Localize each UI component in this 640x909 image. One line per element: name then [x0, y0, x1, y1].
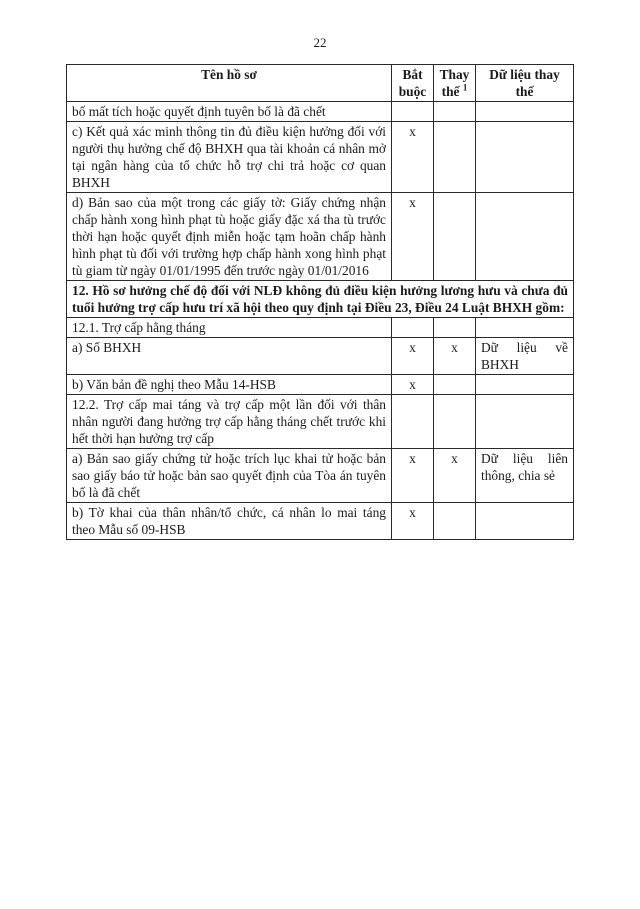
- cell-replacement-data: Dữ liệu liên thông, chia sẻ: [476, 449, 574, 503]
- cell-replace: [434, 395, 476, 449]
- cell-document-name: b) Tờ khai của thân nhân/tổ chức, cá nhân lo mai táng theo Mẫu số 09-HSB: [67, 503, 392, 540]
- table-row: [67, 318, 574, 338]
- cell-document-name: d) Bản sao của một trong các giấy tờ: Giấy chứng nhận chấp hành xong hình phạt tù hoặc giấy đặc xá tha tù trước thời hạn hoặc quyết định miễn hoặc tạm hoãn chấp hành hình phạt tù đối với trường hợp chấp hành xong hình phạt tù giam từ ngày 01/01/1995 đến trước ngày 01/01/2016: [67, 193, 392, 281]
- section-heading-row: [67, 281, 574, 318]
- cell-replace: [434, 375, 476, 395]
- cell-required: x: [392, 338, 434, 375]
- cell-replace: x: [434, 338, 476, 375]
- section-12-heading: 12. Hồ sơ hưởng chế độ đối với NLĐ không đủ điều kiện hưởng lương hưu và chưa đủ tuổi hưởng trợ cấp hưu trí xã hội theo quy định tại Điều 23, Điều 24 Luật BHXH gồm:: [67, 281, 574, 318]
- document-table: [66, 64, 574, 540]
- table-row: [67, 375, 574, 395]
- cell-replacement-data: [476, 395, 574, 449]
- cell-required: [392, 395, 434, 449]
- table-row: [67, 503, 574, 540]
- page-number: 22: [313, 35, 327, 50]
- table-header-row: [67, 65, 574, 102]
- cell-document-name: 12.1. Trợ cấp hằng tháng: [67, 318, 392, 338]
- cell-document-name: a) Sổ BHXH: [67, 338, 392, 375]
- cell-replacement-data: [476, 102, 574, 122]
- cell-required: x: [392, 122, 434, 193]
- cell-replacement-data: [476, 318, 574, 338]
- cell-document-name: c) Kết quả xác minh thông tin đủ điều kiện hưởng đối với người thụ hưởng chế độ BHXH qua tài khoản cá nhân mở tại ngân hàng của tổ chức hỗ trợ chi trả hoặc cơ quan BHXH: [67, 122, 392, 193]
- header-replacement-data: Dữ liệu thay thế: [476, 65, 574, 102]
- cell-required: x: [392, 503, 434, 540]
- cell-replacement-data: [476, 503, 574, 540]
- header-document-name: Tên hồ sơ: [67, 65, 392, 102]
- footnote-marker: 1: [462, 82, 468, 93]
- cell-replace: x: [434, 449, 476, 503]
- table-row: [67, 122, 574, 193]
- table-row: [67, 102, 574, 122]
- cell-required: [392, 102, 434, 122]
- table-row: [67, 449, 574, 503]
- cell-required: x: [392, 449, 434, 503]
- cell-document-name: bố mất tích hoặc quyết định tuyên bố là đã chết: [67, 102, 392, 122]
- table-row: [67, 193, 574, 281]
- header-replace: [434, 65, 476, 102]
- cell-required: x: [392, 193, 434, 281]
- cell-replace: [434, 503, 476, 540]
- cell-document-name: 12.2. Trợ cấp mai táng và trợ cấp một lần đối với thân nhân người đang hưởng trợ cấp hằng tháng chết trước khi hết thời hạn hưởng trợ cấp: [67, 395, 392, 449]
- cell-document-name: b) Văn bản đề nghị theo Mẫu 14-HSB: [67, 375, 392, 395]
- header-required: Bắt buộc: [392, 65, 434, 102]
- cell-replace: [434, 122, 476, 193]
- cell-replace: [434, 102, 476, 122]
- cell-replacement-data: [476, 375, 574, 395]
- cell-required: x: [392, 375, 434, 395]
- table-row: [67, 395, 574, 449]
- table-row: [67, 338, 574, 375]
- cell-required: [392, 318, 434, 338]
- cell-replacement-data: [476, 122, 574, 193]
- cell-replace: [434, 318, 476, 338]
- cell-replace: [434, 193, 476, 281]
- cell-replacement-data: Dữ liệu về BHXH: [476, 338, 574, 375]
- header-replace-label: Thay thế: [439, 67, 470, 99]
- cell-document-name: a) Bản sao giấy chứng tử hoặc trích lục khai tử hoặc bản sao giấy báo tử hoặc bản sao quyết định của Tòa án tuyên bố là đã chết: [67, 449, 392, 503]
- cell-replacement-data: [476, 193, 574, 281]
